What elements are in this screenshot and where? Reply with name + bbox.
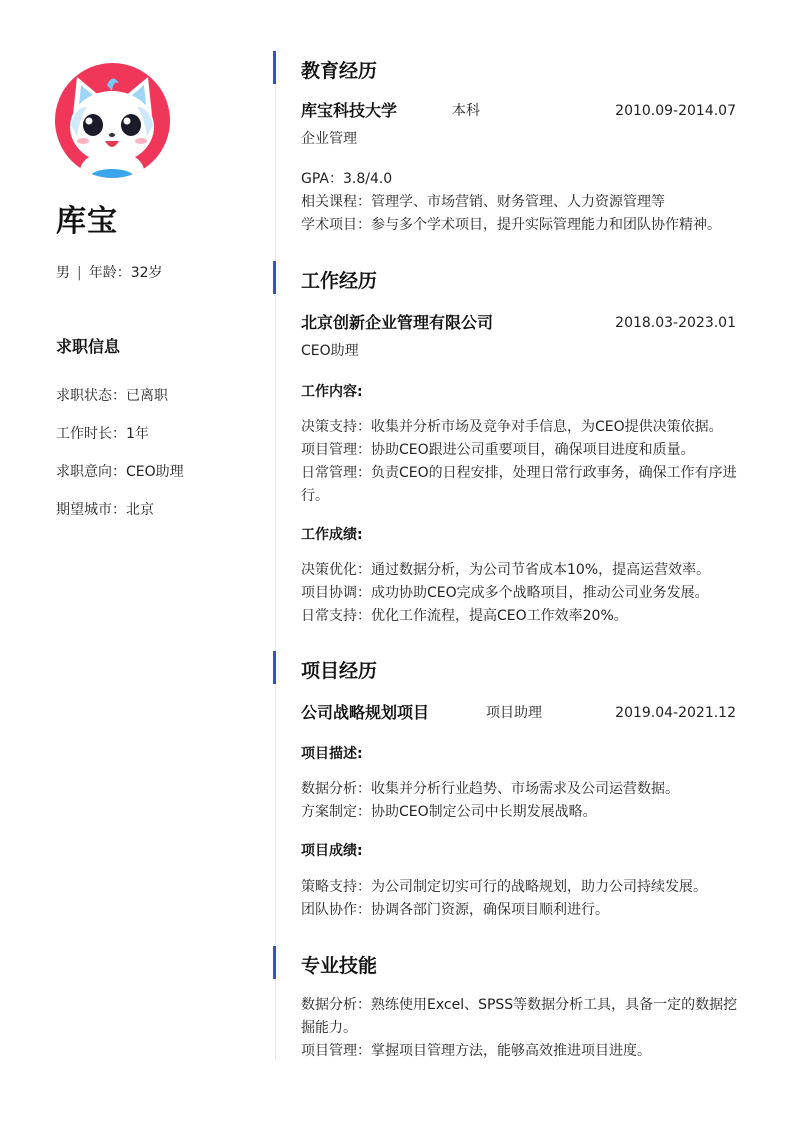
work-content-line: 项目管理：协助CEO跟进公司重要项目，确保项目进度和质量。 <box>301 442 695 458</box>
school-name: 库宝科技大学 <box>301 101 398 120</box>
section-accent-bar <box>273 651 276 684</box>
major: 企业管理 <box>301 131 357 147</box>
work-title: 工作经历 <box>301 270 378 292</box>
project-title: 项目经历 <box>301 660 378 682</box>
work-result-line: 决策优化：通过数据分析，为公司节省成本10%，提高运营效率。 <box>301 562 711 578</box>
education-period: 2010.09-2014.07 <box>615 103 736 119</box>
project-desc-title: 项目描述: <box>301 746 363 762</box>
project-role: 项目助理 <box>486 705 542 721</box>
gender: 男 <box>56 265 70 281</box>
education-line: GPA：3.8/4.0 <box>301 171 393 187</box>
company-name: 北京创新企业管理有限公司 <box>301 313 494 332</box>
work-content-title: 工作内容: <box>301 384 363 400</box>
basic-info <box>56 262 163 282</box>
work-content-line: 行。 <box>301 488 329 504</box>
job-intention: 求职意向：CEO助理 <box>56 464 184 480</box>
work-result-line: 日常支持：优化工作流程，提高CEO工作效率20%。 <box>301 608 628 624</box>
section-accent-bar <box>273 946 276 979</box>
avatar <box>55 63 170 178</box>
candidate-name: 库宝 <box>56 204 118 239</box>
skills-title: 专业技能 <box>301 955 378 977</box>
work-duration: 工作时长：1年 <box>56 426 149 442</box>
project-result-line: 团队协作：协调各部门资源，确保项目顺利进行。 <box>301 902 609 918</box>
work-content-line: 决策支持：收集并分析市场及竞争对手信息，为CEO提供决策依据。 <box>301 419 723 435</box>
sidebar <box>0 0 260 1121</box>
education-line: 学术项目：参与多个学术项目，提升实际管理能力和团队协作精神。 <box>301 217 721 233</box>
work-period: 2018.03-2023.01 <box>615 315 736 331</box>
education-title: 教育经历 <box>301 60 378 82</box>
work-content-line: 日常管理：负责CEO的日程安排，处理日常行政事务，确保工作有序进 <box>301 465 737 481</box>
section-accent-bar <box>273 51 276 84</box>
age: 年龄：32岁 <box>88 265 163 281</box>
work-position: CEO助理 <box>301 343 359 359</box>
job-status: 求职状态：已离职 <box>56 388 168 404</box>
education-line: 相关课程：管理学、市场营销、财务管理、人力资源管理等 <box>301 194 665 210</box>
skill-line: 掘能力。 <box>301 1020 357 1036</box>
cat-mascot-icon <box>55 63 170 178</box>
expected-city: 期望城市：北京 <box>56 502 154 518</box>
project-name: 公司战略规划项目 <box>301 703 430 722</box>
work-result-line: 项目协调：成功协助CEO完成多个战略项目，推动公司业务发展。 <box>301 585 709 601</box>
skill-line: 项目管理：掌握项目管理方法，能够高效推进项目进度。 <box>301 1043 651 1059</box>
job-info-title: 求职信息 <box>56 337 121 356</box>
column-divider <box>275 50 276 1060</box>
separator: | <box>77 265 82 281</box>
project-result-title: 项目成绩: <box>301 843 363 859</box>
project-result-line: 策略支持：为公司制定切实可行的战略规划，助力公司持续发展。 <box>301 879 707 895</box>
section-accent-bar <box>273 261 276 294</box>
project-period: 2019.04-2021.12 <box>615 705 736 721</box>
degree: 本科 <box>452 103 480 119</box>
skill-line: 数据分析：熟练使用Excel、SPSS等数据分析工具，具备一定的数据挖 <box>301 997 738 1013</box>
project-desc-line: 数据分析：收集并分析行业趋势、市场需求及公司运营数据。 <box>301 781 679 797</box>
work-result-title: 工作成绩: <box>301 527 363 543</box>
project-desc-line: 方案制定：协助CEO制定公司中长期发展战略。 <box>301 804 597 820</box>
